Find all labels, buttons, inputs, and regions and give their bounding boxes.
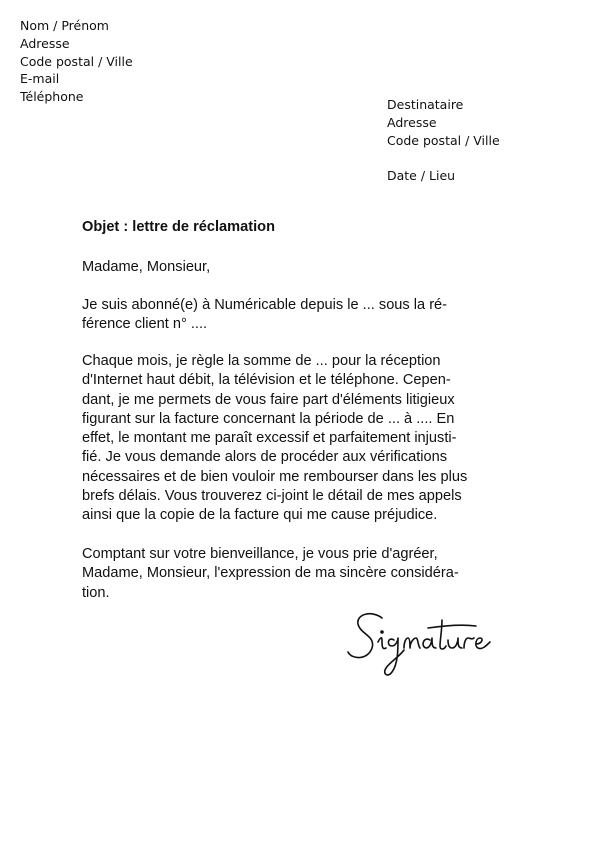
sender-email: E-mail xyxy=(20,71,60,87)
paragraph-line: fié. Je vous demande alors de procéder aux vérifications xyxy=(82,449,448,466)
sender-phone: Téléphone xyxy=(20,89,84,105)
sender-address: Adresse xyxy=(20,35,70,51)
paragraph-line: Madame, Monsieur, l'expression de ma sincère considéra- xyxy=(82,565,459,582)
recipient-block xyxy=(387,96,500,150)
paragraph-line: d'Internet haut débit, la télévision et le téléphone. Cepen- xyxy=(82,372,451,389)
paragraph-closing xyxy=(82,545,512,603)
paragraph-claim xyxy=(82,352,512,526)
recipient-postal-city: Code postal / Ville xyxy=(387,133,500,148)
date-place: Date / Lieu xyxy=(387,168,456,183)
paragraph-subscription xyxy=(82,296,512,335)
paragraph-line: figurant sur la facture concernant la période de ... à .... En xyxy=(82,410,455,427)
signature-image xyxy=(342,606,502,682)
paragraph-line: nécessaires et de bien vouloir me rembourser dans les plus xyxy=(82,468,468,485)
paragraph-line: Comptant sur votre bienveillance, je vous prie d'agréer, xyxy=(82,546,438,562)
recipient-address: Adresse xyxy=(387,115,437,130)
letter-salutation: Madame, Monsieur, xyxy=(82,259,211,275)
paragraph-line: férence client n° .... xyxy=(82,316,208,333)
sender-postal-city: Code postal / Ville xyxy=(20,53,133,69)
paragraph-line: effet, le montant me paraît excessif et parfaitement injusti- xyxy=(82,430,457,447)
paragraph-line: Chaque mois, je règle la somme de ... pour la réception xyxy=(82,353,441,369)
sender-block xyxy=(20,17,133,106)
paragraph-line: Je suis abonné(e) à Numéricable depuis le ... sous la ré- xyxy=(82,297,448,313)
recipient-name: Destinataire xyxy=(387,97,464,112)
sender-name: Nom / Prénom xyxy=(20,18,109,33)
paragraph-line: ainsi que la copie de la facture qui me cause préjudice. xyxy=(82,507,438,524)
paragraph-line: tion. xyxy=(82,584,110,601)
paragraph-line: brefs délais. Vous trouverez ci-joint le détail de mes appels xyxy=(82,488,462,505)
letter-subject: Objet : lettre de réclamation xyxy=(82,219,276,235)
paragraph-line: dant, je me permets de vous faire part d'éléments litigieux xyxy=(82,391,455,408)
